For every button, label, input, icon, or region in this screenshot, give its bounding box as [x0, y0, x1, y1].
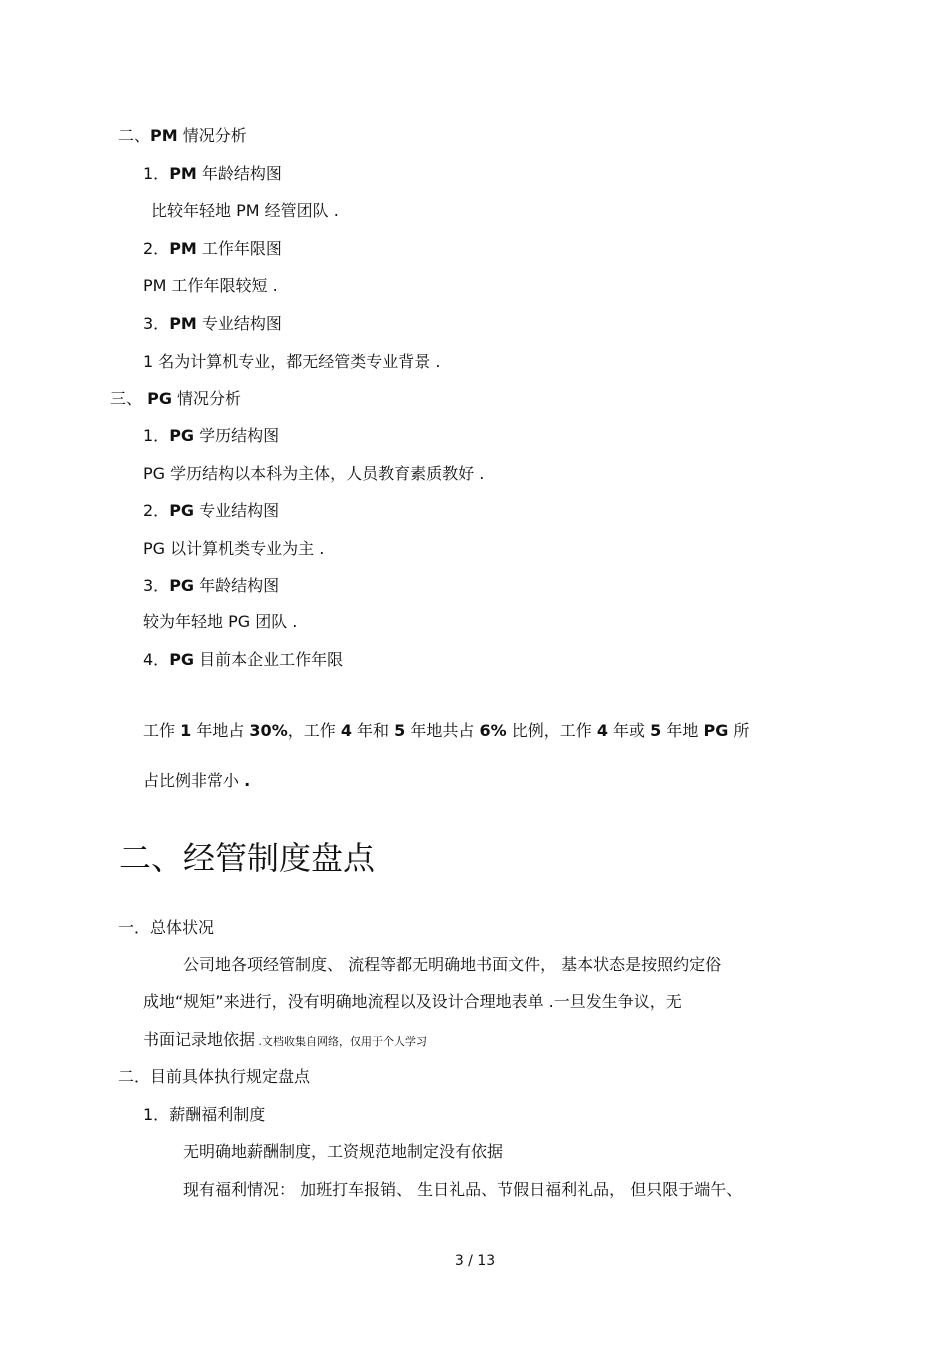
item-number: 3． [143, 576, 170, 595]
paragraph-text: 书面记录地依据 [143, 1030, 256, 1049]
summary-text: 年地占 [191, 721, 250, 740]
page-number: 3 / 13 [454, 1253, 496, 1269]
item-code: PM [169, 314, 197, 333]
pm-section-heading [118, 126, 247, 146]
heading-prefix: 二、 [118, 126, 151, 145]
summary-text: 年或 [607, 721, 651, 740]
pg-item-desc-3: 较为年轻地 PG 团队 . [143, 612, 298, 631]
summary-value: 1 [180, 721, 192, 740]
item-title: 薪酬福利制度 [169, 1105, 266, 1124]
salary-line-1: 无明确地薪酬制度，工资规范地制定没有依据 [183, 1142, 504, 1161]
item-number: 1． [143, 426, 170, 445]
item-number: 4． [143, 650, 170, 669]
pm-item-heading-2 [143, 239, 282, 259]
item-code: PG [169, 426, 195, 445]
pg-item-heading-1 [143, 426, 279, 446]
pg-item-desc-2: PG 以计算机类专业为主 . [143, 539, 325, 558]
summary-value: 6% [479, 721, 507, 740]
item-title: 目前本企业工作年限 [194, 650, 344, 669]
summary-value: 5 [650, 721, 662, 740]
general-heading: 一．总体状况 [118, 918, 215, 937]
pg-item-heading-4 [143, 650, 343, 670]
summary-text: 所 [728, 721, 750, 740]
item-title: 年龄结构图 [194, 576, 280, 595]
pg-section-heading [110, 389, 241, 409]
item-number: 1． [143, 1105, 170, 1124]
summary-text: 工作 [143, 721, 181, 740]
pm-item-heading-3 [143, 314, 282, 334]
item-code: PM [169, 239, 197, 258]
pg-item-desc-1: PG 学历结构以本科为主体，人员教育素质教好 . [143, 464, 485, 483]
item-code: PG [169, 576, 195, 595]
pg-summary-line-2 [143, 771, 250, 791]
heading-title: 情况分析 [177, 126, 247, 145]
pm-item-desc-2: PM 工作年限较短 . [143, 276, 278, 295]
item-number: 3． [143, 314, 170, 333]
heading-code: PM [150, 126, 178, 145]
salary-heading [143, 1105, 265, 1125]
pm-item-desc-1: 比较年轻地 PM 经管团队 . [151, 201, 339, 220]
general-paragraph-line-1: 公司地各项经管制度、 流程等都无明确地书面文件， 基本状态是按照约定俗 [183, 955, 722, 974]
heading-title: 情况分析 [171, 389, 242, 408]
summary-value: 30% [249, 721, 288, 740]
item-number: 2． [143, 239, 170, 258]
item-code: PG [169, 650, 195, 669]
summary-value: PG [703, 721, 729, 740]
summary-text: 占比例非常小 [143, 771, 245, 790]
summary-value: 4 [340, 721, 352, 740]
current-heading: 二．目前具体执行规定盘点 [118, 1067, 311, 1086]
summary-value: 5 [394, 721, 406, 740]
pm-item-heading-1 [143, 164, 282, 184]
general-paragraph-line-2: 成地“规矩”来进行，没有明确地流程以及设计合理地表单 .一旦发生争议，无 [143, 992, 682, 1011]
item-code: PM [169, 164, 197, 183]
summary-text: ，工作 [287, 721, 341, 740]
item-number: 1． [143, 164, 170, 183]
heading-code: PG [147, 389, 172, 408]
item-title: 专业结构图 [196, 314, 282, 333]
pg-item-heading-2 [143, 501, 279, 521]
salary-line-2: 现有福利情况： 加班打车报销、 生日礼品、节假日福利礼品， 但只限于端午、 [183, 1180, 743, 1199]
pg-item-heading-3 [143, 576, 279, 596]
source-note: .文档收集自网络，仅用于个人学习 [255, 1035, 428, 1048]
item-title: 年龄结构图 [196, 164, 282, 183]
item-number: 2． [143, 501, 170, 520]
item-title: 学历结构图 [194, 426, 280, 445]
heading-prefix: 三、 [110, 389, 148, 408]
summary-text: 比例，工作 [506, 721, 597, 740]
summary-period: . [244, 771, 251, 790]
item-title: 工作年限图 [196, 239, 282, 258]
pm-item-desc-3: 1 名为计算机专业，都无经管类专业背景 . [143, 352, 441, 371]
summary-text: 年地 [661, 721, 704, 740]
summary-text: 年和 [351, 721, 395, 740]
summary-value: 4 [596, 721, 608, 740]
general-paragraph-line-3 [143, 1030, 427, 1052]
item-title: 专业结构图 [194, 501, 280, 520]
chapter-title: 二、经管制度盘点 [119, 839, 376, 877]
item-code: PG [169, 501, 195, 520]
pg-summary-line-1 [143, 721, 749, 741]
summary-text: 年地共占 [405, 721, 480, 740]
